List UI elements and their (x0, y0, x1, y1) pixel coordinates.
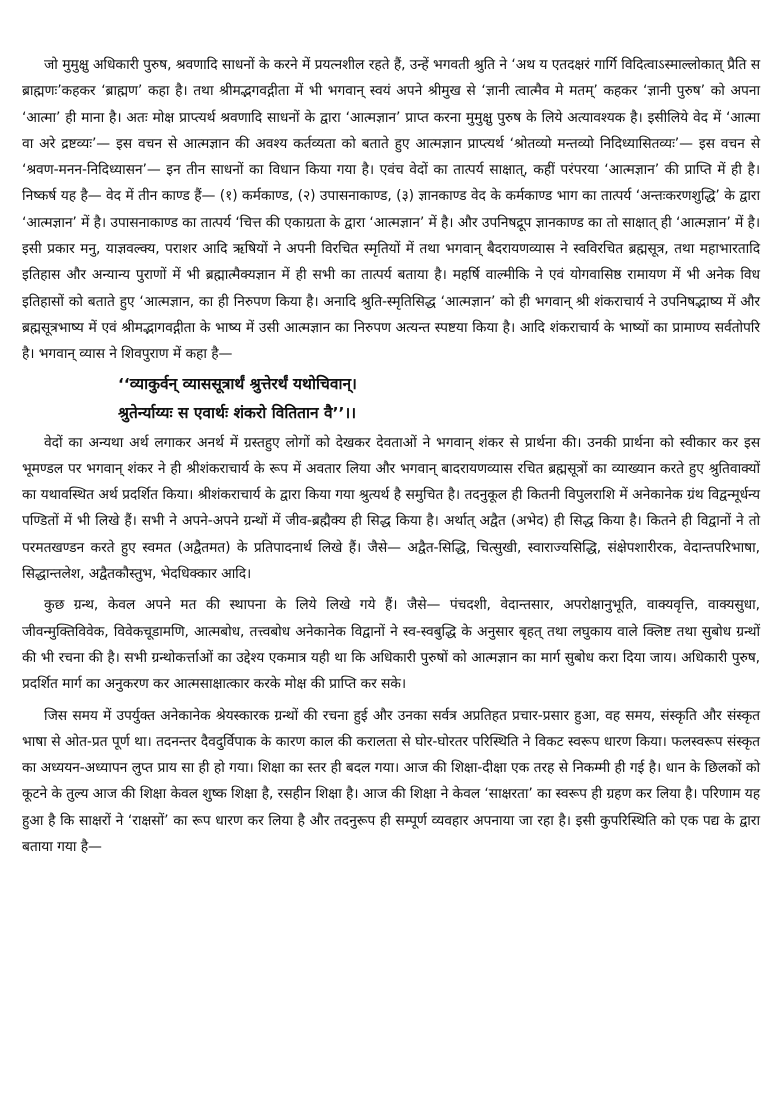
paragraph-shankaracharya: वेदों का अन्यथा अर्थ लगाकर अनर्थ में ग्रस्तहुए लोगों को देखकर देवताओं ने भगवान् शंकर से प्रार्थना की। उनकी प्रार्थना को स्वीकार कर इस भूमण्डल पर भगवान् शंकर ने ही श्रीशंकराचार्य के रूप में अवतार लिया और भगवान् बादरायणव्यास रचित ब्रह्मसूत्रों का व्याख्यान करते हुए श्रुतिवाक्यों का यथावस्थित अर्थ प्रदर्शित किया। श्रीशंकराचार्य के द्वारा किया गया श्रुत्यर्थ है समुचित है। तदनुकूल ही कितनी विपुलराशि में अनेकानेक ग्रंथ विद्वन्मूर्धन्य पण्डितों में भी लिखे हैं। सभी ने अपने-अपने ग्रन्थों में जीव-ब्रह्मैक्य ही सिद्ध किया है। अर्थात् अद्वैत (अभेद) ही सिद्ध किया है। कितने ही विद्वानों ने तो परमतखण्डन करते हुए स्वमत (अद्वैतमत) के प्रतिपादनार्थ लिखे हैं। जैसे— अद्वैत-सिद्धि, चित्सुखी, स्वाराज्यसिद्धि, संक्षेपशारीरक, वेदान्तपरिभाषा, सिद्धान्तलेश, अद्वैतकौस्तुभ, भेदधिक्कार आदि। (22, 434, 760, 583)
paragraph-granthas: कुछ ग्रन्थ, केवल अपने मत की स्थापना के लिये लिखे गये हैं। जैसे— पंचदशी, वेदान्तसार, अपरोक्षानुभूति, वाक्यवृत्ति, वाक्यसुधा, जीवन्मुक्तिविवेक, विवेकचूडामणि, आत्मबोध, तत्त्वबोध अनेकानेक विद्वानों ने स्व-स्वबुद्धि के अनुसार बृहत् तथा लघुकाय वाले क्लिष्ट तथा सुबोध ग्रन्थों की भी रचना की है। सभी ग्रन्थोकर्त्ताओं का उद्देश्य एकमात्र यही था कि अधिकारी पुरुषों को आत्मज्ञान का मार्ग सुबोध करा दिया जाय। अधिकारी पुरुष, प्रदर्शित मार्ग का अनुकरण कर आत्मसाक्षात्कार करके मोक्ष की प्राप्ति कर सके। (22, 597, 760, 693)
verse-line-2: श्रुतेर्न्याय्यः स एवार्थः शंकरो वितितान वै’’।। (118, 403, 357, 422)
paragraph-education: जिस समय में उपर्युक्त अनेकानेक श्रेयस्कारक ग्रन्थों की रचना हुई और उनका सर्वत्र अप्रतिहत प्रचार-प्रसार हुआ, वह समय, संस्कृति और संस्कृत भाषा से ओत-प्रत पूर्ण था। तदनन्तर दैवदुर्विपाक के कारण काल की करालता से घोर-घोरतर परिस्थिति ने विकट स्वरूप धारण किया। फलस्वरूप संस्कृत का अध्ययन-अध्यापन लुप्त प्राय सा ही हो गया। शिक्षा का स्तर ही बदल गया। आज की शिक्षा-दीक्षा एक तरह से निकम्मी ही गई है। धान के छिलकों को कूटने के तुल्य आज की शिक्षा केवल शुष्क शिक्षा है, रसहीन शिक्षा है। आज की शिक्षा ने केवल ‘साक्षरता’ का स्वरूप ही ग्रहण कर लिया है। परिणाम यह हुआ है कि साक्षरों ने ‘राक्षसों’ का रूप धारण कर लिया है और तदनुरूप ही सम्पूर्ण व्यवहार अपनाया जा रहा है। इसी कुपरिस्थिति को एक पद्य के द्वारा बताया गया है— (22, 707, 760, 856)
shivapurana-verse (118, 370, 760, 428)
verse-line-1: ‘‘व्याकुर्वन् व्याससूत्रार्थं श्रुत्तेरर्थं यथोचिवान्। (118, 374, 357, 393)
paragraph-atmajnana: जो मुमुक्षु अधिकारी पुरुष, श्रवणादि साधनों के करने में प्रयत्नशील रहते हैं, उन्हें भगवती श्रुति ने ‘अथ य एतदक्षरं गार्गि विदित्वाऽस्माल्लोकात् प्रैति स ब्राह्मणः’कहकर ‘ब्राह्मण’ कहा है। तथा श्रीमद्भगवद्गीता में भी भगवान् स्वयं अपने श्रीमुख से ‘ज्ञानी त्वात्मैव मे मतम्’ कहकर ‘ज्ञानी पुरुष’ को अपना ‘आत्मा’ ही माना है। अतः मोक्ष प्राप्त्यर्थ श्रवणादि साधनों के द्वारा ‘आत्मज्ञान’ प्राप्त करना मुमुक्षु पुरुष के लिये अत्यावश्यक है। इसीलिये वेद में ‘आत्मा वा अरे द्रष्टव्यः’— इस वचन से आत्मज्ञान की अवश्य कर्तव्यता को बताते हुए आत्मज्ञान प्राप्त्यर्थ ‘श्रोतव्यो मन्तव्यो निदिध्यासितव्यः’— इस वचन से ‘श्रवण-मनन-निदिध्यासन’— इन तीन साधनों का विधान किया गया है। एवंच वेदों का तात्पर्य साक्षात्, कहीं परंपरया ‘आत्मज्ञान’ की प्राप्ति में ही है। निष्कर्ष यह है— वेद में तीन काण्ड हैं— (१) कर्मकाण्ड, (२) उपासनाकाण्ड, (३) ज्ञानकाण्ड वेद के कर्मकाण्ड भाग का तात्पर्य ‘अन्तःकरणशुद्धि’ के द्वारा ‘आत्मज्ञान’ में है। उपासनाकाण्ड का तात्पर्य ‘चित्त की एकाग्रता के द्वारा ‘आत्मज्ञान’ में है। और उपनिषद्रूप ज्ञानकाण्ड का तो साक्षात् ही ‘आत्मज्ञान’ में है। इसी प्रकार मनु, याज्ञवल्क्य, पराशर आदि ऋषियों ने अपनी विरचित स्मृतियों में तथा भगवान् बैदरायणव्यास ने स्वविरचित ब्रह्मसूत्र, तथा महाभारतादि इतिहास और अन्यान्य पुराणों में भी ब्रह्मात्मैक्यज्ञान में ही सभी का तात्पर्य बताया है। महर्षि वाल्मीकि ने एवं योगवासिष्ठ रामायण में भी अनेक विध इतिहासों को बताते हुए ‘आत्मज्ञान, का ही निरुपण किया है। अनादि श्रुति-स्मृतिसिद्ध ‘आत्मज्ञान’ को ही भगवान् श्री शंकराचार्य ने उपनिषद्भाष्य में और ब्रह्मसूत्रभाष्य में एवं श्रीमद्भागवद्गीता के भाष्य में उसी आत्मज्ञान का निरुपण अत्यन्त स्पष्टया किया है। आदि शंकराचार्य के भाष्यों का प्रामाण्य सर्वतोपरि है। भगवान् व्यास ने शिवपुराण में कहा है— (22, 57, 760, 363)
